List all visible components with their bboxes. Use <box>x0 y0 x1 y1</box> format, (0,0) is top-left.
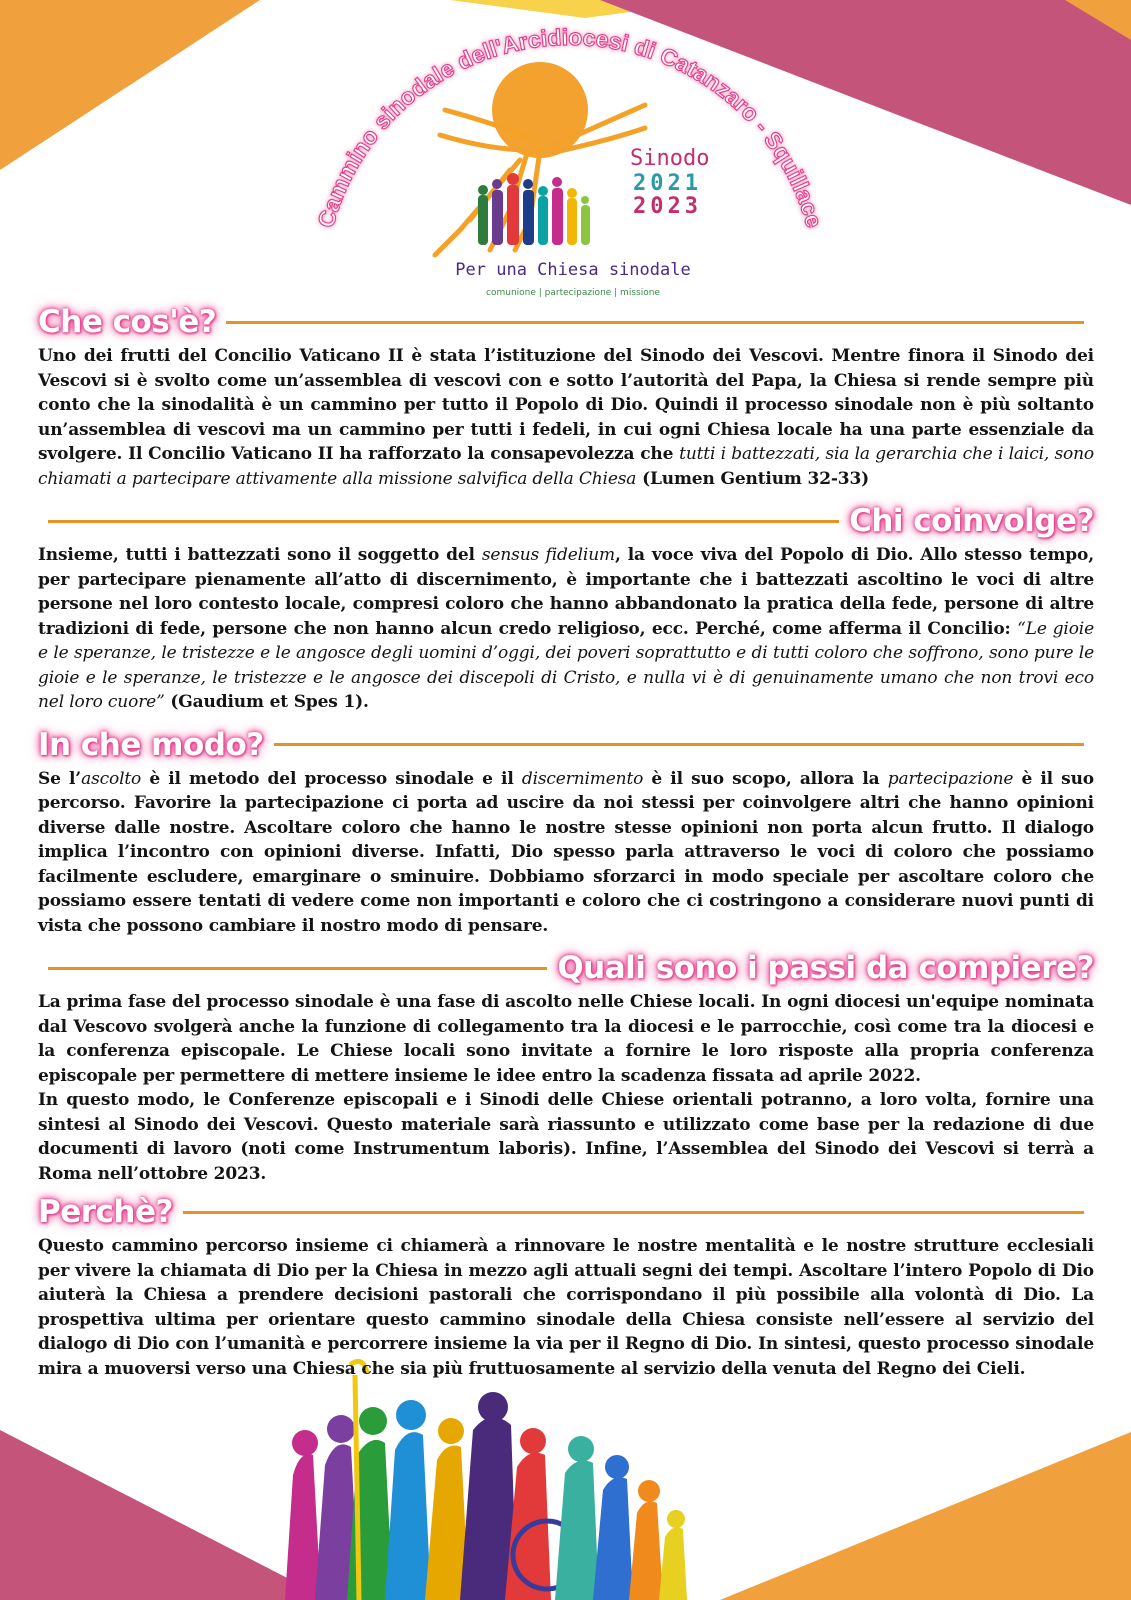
section-heading: Perchè? <box>38 1194 173 1230</box>
heading-rule <box>48 967 547 970</box>
logo-year-2021: 2021 <box>633 171 702 196</box>
section-header-passi <box>38 946 1094 990</box>
section-header-perche <box>38 1190 1094 1234</box>
section-text-in-che-modo <box>38 767 1094 939</box>
section-text-che-cose <box>38 344 1094 491</box>
people-silhouettes-icon <box>285 1361 687 1600</box>
text-run: Se l’ <box>38 768 82 789</box>
bottom-right-orange-shape <box>720 1432 1131 1600</box>
heading-rule <box>226 321 1084 324</box>
section-text-perche: Questo cammino percorso insieme ci chiamerà a rinnovare le nostre mentalità e le nostre strutture ecclesiali per vivere la chiamata di Dio per la Chiesa in mezzo agli attuali segni dei tempi. Ascoltare l’intero Popolo di Dio aiuterà la Chiesa a prendere decisioni pastorali che corrispondano il più possibile alla volontà di Dio. La prospettiva ultima per orientare questo cammino sinodale della Chiesa consiste nell’essere al servizio del dialogo di Dio con l’umanità e percorrere insieme la via per il Regno di Dio. In sintesi, questo processo sinodale mira a muoversi verso una Chiesa che sia più fruttuosamente al servizio della venuta del Regno dei Cieli. <box>38 1236 1094 1379</box>
section-text-chi-coinvolge <box>38 543 1094 715</box>
italic-term: discernimento <box>521 768 644 789</box>
logo-year-2023: 2023 <box>633 194 702 219</box>
citation: (Lumen Gentium 32-33) <box>636 468 870 489</box>
italic-term: partecipazione <box>887 768 1014 789</box>
citation: (Gaudium et Spes 1). <box>164 692 369 712</box>
logo-word: Sinodo <box>630 146 710 171</box>
italic-term: ascolto <box>81 768 142 789</box>
text-run: , la voce viva del Popolo di Dio. Allo stesso tempo, per partecipare pienamente all’atto di discernimento, è importante che i battezzati ascoltino le voci di altre persone nel loro contesto locale, compresi coloro che hanno abbandonato la pratica della fede, persone di altre tradizioni di fede, persone che non hanno alcun credo religioso, ecc. Perché, come afferma il Concilio: <box>38 545 1094 639</box>
text-run: Insieme, tutti i battezzati sono il soggetto del <box>38 545 482 565</box>
section-header-chi-coinvolge <box>38 499 1094 543</box>
section-heading: In che modo? <box>38 726 264 763</box>
text-run: è il metodo del processo sinodale e il <box>141 768 522 789</box>
section-heading: Che cos'è? <box>38 304 217 340</box>
heading-rule <box>183 1211 1084 1214</box>
section-heading: Quali sono i passi da compiere? <box>557 950 1094 986</box>
text-run: è il suo percorso. Favorire la partecipazione ci porta ad uscire da noi stessi per coinvolgere altri che hanno opinioni diverse dalle nostre. Ascoltare coloro che hanno le nostre stesse opinioni non porta alcun frutto. Il dialogo implica l’incontro con opinioni diverse. Infatti, Dio spesso parla attraverso le voci di coloro che possiamo facilmente escludere, emarginare o sminuire. Dobbiamo sforzarci in modo speciale per ascoltare coloro che possiamo essere tentati di vedere come non importanti e coloro che ci costringono a considerare nuovi punti di vista che possono cambiare il nostro modo di pensare. <box>38 768 1094 936</box>
section-text-passi-1: La prima fase del processo sinodale è una fase di ascolto nelle Chiese locali. In ogni diocesi un'equipe nominata dal Vescovo svolgerà anche la funzione di collegamento tra la diocesi e le parrocchie, così come tra la diocesi e la conferenza episcopale. Le Chiese locali sono invitate a fornire le loro risposte alla propria conferenza episcopale per permettere di mettere insieme le idee entro la scadenza fissata ad aprile 2022. <box>38 992 1094 1086</box>
section-text-passi-2: In questo modo, le Conferenze episcopali e i Sinodi delle Chiese orientali potranno, a loro volta, fornire una sintesi al Sinodo dei Vescovi. Questo materiale sarà riassunto e utilizzato come base per la redazione di due documenti di lavoro (noti come Instrumentum laboris). Infine, l’Assemblea del Sinodo dei Vescovi si terrà a Roma nell’ottobre 2023. <box>38 1090 1094 1184</box>
logo-subtagline: comunione | partecipazione | missione <box>486 288 660 298</box>
heading-rule <box>48 520 839 523</box>
main-content <box>38 300 1094 1381</box>
italic-quote: tutti i battezzati, sia la gerarchia che i laici, sono chiamati a partecipare attivamente alla missione salvifica della Chiesa <box>38 444 1094 489</box>
section-header-che-cose <box>38 300 1094 344</box>
top-left-orange-shape <box>0 0 260 170</box>
synod-logo <box>300 0 840 310</box>
heading-rule <box>274 743 1084 746</box>
logo-arc-text: Cammino sinodale dell'Arcidiocesi di Catanzaro - Squillace <box>312 23 828 231</box>
italic-quote: “Le gioie e le speranze, le tristezze e le angosce degli uomini d’oggi, dei poveri soprattutto e di tutti coloro che soffrono, sono pure le gioie e le speranze, le tristezze e le angosce dei discepoli di Cristo, e nulla vi è di genuinamente umano che non trovi eco nel loro cuore” <box>38 618 1094 712</box>
text-run: Uno dei frutti del Concilio Vaticano II è stata l’istituzione del Sinodo dei Vescovi. Mentre finora il Sinodo dei Vescovi si è svolto come un’assemblea di vescovi con e sotto l’autorità del Papa, la Chiesa si rende sempre più conto che la sinodalità è un cammino per tutto il Popolo di Dio. Quindi il processo sinodale non è più soltanto un’assemblea di vescovi ma un cammino per tutti i fedeli, in cui ogni Chiesa locale ha una parte essenziale da svolgere. Il Concilio Vaticano II ha rafforzato la consapevolezza che <box>38 346 1094 464</box>
logo-sun-icon <box>492 62 588 158</box>
italic-term: sensus fidelium <box>481 545 615 565</box>
logo-tagline: Per una Chiesa sinodale <box>455 260 691 280</box>
section-heading: Chi coinvolge? <box>849 503 1094 539</box>
text-run: è il suo scopo, allora la <box>643 768 888 789</box>
section-header-in-che-modo <box>38 723 1094 767</box>
walking-people-illustration <box>255 1355 735 1600</box>
